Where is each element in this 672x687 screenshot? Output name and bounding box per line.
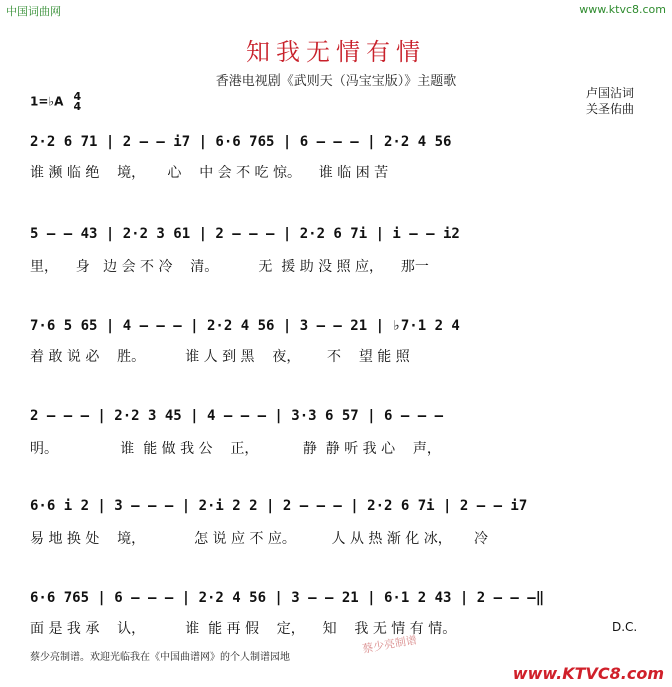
- time-top: 4: [73, 90, 82, 103]
- lyrics-row-5: 易 地 换 处 境， 怎 说 应 不 应。 人 从 热 渐 化 冰， 冷: [30, 531, 489, 547]
- notation-row-5: 6·6 i 2 | 3 — — — | 2·i 2 2 | 2 — — — | 2·2 6 7i | 2 — — i7: [30, 498, 528, 514]
- time-signature: [74, 92, 82, 112]
- key-label: 1=♭A: [30, 94, 64, 109]
- song-title: 知我无情有情: [246, 38, 426, 66]
- key-signature: [30, 92, 81, 112]
- footer-note: 蔡少亮制谱。欢迎光临我在《中国曲谱网》的个人制谱园地: [30, 652, 290, 663]
- lyrics-row-6: 面 是 我 承 认， 谁 能 再 假 定， 知 我 无 情 有 情。: [30, 621, 457, 637]
- da-capo-mark: D.C.: [612, 620, 638, 634]
- lyrics-row-4: 明。 谁 能 做 我 公 正， 静 静 听 我 心 声，: [30, 441, 441, 457]
- notation-row-6: 6·6 765 | 6 — — — | 2·2 4 56 | 3 — — 21 | 6·1 2 43 | 2 — — —‖: [30, 590, 545, 606]
- notation-row-4: 2 — — — | 2·2 3 45 | 4 — — — | 3·3 6 57 | 6 — — —: [30, 408, 444, 424]
- lyrics-row-2: 里， 身 边 会 不 冷 清。 无 援 助 没 照 应， 那一: [30, 259, 429, 275]
- lyrics-row-3: 着 敢 说 必 胜。 谁 人 到 黑 夜， 不 望 能 照: [30, 349, 410, 365]
- lyrics-row-1: 谁 濒 临 绝 境， 心 中 会 不 吃 惊。 谁 临 困 苦: [30, 165, 389, 181]
- site-logo-left: 中国词曲网: [6, 5, 61, 18]
- notation-row-3: 7·6 5 65 | 4 — — — | 2·2 4 56 | 3 — — 21 | ♭7·1 2 4: [30, 318, 460, 334]
- site-url-right: www.ktvc8.com: [579, 3, 666, 16]
- song-subtitle: 香港电视剧《武则天（冯宝宝版）》主题歌: [215, 74, 457, 89]
- notation-row-2: 5 — — 43 | 2·2 3 61 | 2 — — — | 2·2 6 7i | i — — i2: [30, 226, 460, 242]
- lyricist-credit: 卢国沾词: [586, 86, 635, 100]
- footer-site-logo: www.KTVC8.com: [512, 664, 664, 683]
- transcriber-watermark: 蔡少亮制谱: [361, 633, 418, 656]
- composer-credit: 关圣佑曲: [586, 102, 635, 116]
- time-bottom: 4: [73, 100, 82, 113]
- notation-row-1: 2·2 6 71 | 2 — — i7 | 6·6 765 | 6 — — — | 2·2 4 56: [30, 134, 452, 150]
